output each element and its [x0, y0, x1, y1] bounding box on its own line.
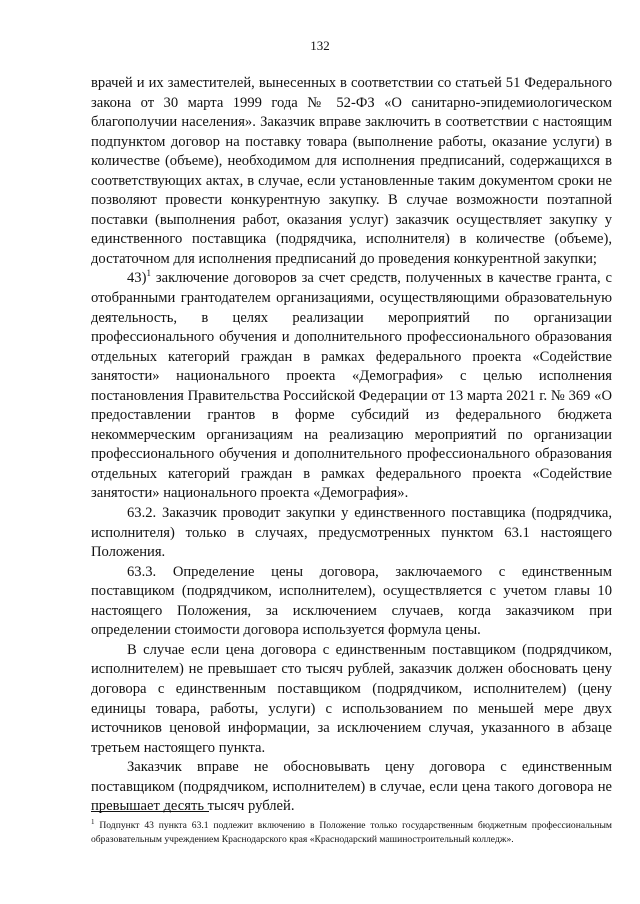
footnote-divider: [91, 811, 209, 812]
paragraph-continuation: врачей и их заместителей, вынесенных в соответствии со статьей 51 Федерального закона от 30 марта 1999 года № 52-ФЗ «О санитарно-эпидемиологическом благополучии населения». Заказчик вправе заключить в соответствии с настоящим подпунктом договор на поставку товара (выполнение работы, оказание услуги) в количестве (объеме), необходимом для исполнения предписаний, содержащихся в соответствующих актах, в случае, если установленные таким документом сроки не позволяют провести конкурентную закупку. В случае возможности поэтапной поставки (выполнения работ, оказания услуг) заказчик осуществляет закупку у единственного поставщика (подрядчика, исполнителя) в количестве (объеме), достаточном для исполнения предписаний до проведения конкурентной закупки;: [91, 75, 612, 267]
paragraph-63-3: 63.3. Определение цены договора, заключаемого с единственным поставщиком (подрядчиком, исполнителем), осуществляется с учетом главы 10 настоящего Положения, за исключением случаев, когда заказчиком при определении стоимости договора используется формула цены.: [91, 563, 612, 639]
document-body: [91, 74, 612, 817]
paragraph-item-43: [91, 269, 612, 504]
page-number: 132: [310, 38, 330, 53]
footnote: [91, 819, 612, 846]
paragraph-63-2: 63.2. Заказчик проводит закупки у единственного поставщика (подрядчика, исполнителя) только в случаях, предусмотренных пунктом 63.1 настоящего Положения.: [91, 505, 612, 561]
footnote-mark: 1: [91, 817, 95, 826]
footnote-reference[interactable]: 1: [146, 268, 151, 279]
item-43-number: 43): [127, 270, 147, 287]
item-43-text: заключение договоров за счет средств, полученных в качестве гранта, с отобранными грантодателем организациями, осуществляющими образовательную деятельность, в целях реализации мероприятий по организации профессионального обучения и дополнительного профессионального образования отдельных категорий граждан в рамках федерального проекта «Содействие занятости» национального проекта «Демография» с целью исполнения постановления Правительства Российской Федерации от 13 марта 2021 г. № 369 «О предоставлении грантов в форме субсидий из федерального бюджета некоммерческим организациям на реализацию мероприятий по организации профессионального обучения и дополнительного профессионального образования отдельных категорий граждан в рамках федерального проекта «Содействие занятости» национального проекта «Демография».: [91, 270, 612, 502]
paragraph-price-justification: В случае если цена договора с единственным поставщиком (подрядчиком, исполнителем) не превышает сто тысяч рублей, заказчик должен обосновать цену договора с единственным поставщиком (подрядчиком, исполнителем) (цену единицы товара, работы, услуги) с использованием по меньшей мере двух источников ценовой информации, за исключением случая, указанного в абзаце третьем настоящего пункта.: [91, 641, 612, 756]
footnote-text: Подпункт 43 пункта 63.1 подлежит включению в Положение только государственным бюджетным профессиональным образовательным учреждением Краснодарского края «Краснодарский машиностроительный колледж».: [91, 820, 612, 845]
paragraph-no-justification: Заказчик вправе не обосновывать цену договора с единственным поставщиком (подрядчиком, исполнителем) в случае, если цена такого договора не превышает десять тысяч рублей.: [91, 759, 612, 815]
